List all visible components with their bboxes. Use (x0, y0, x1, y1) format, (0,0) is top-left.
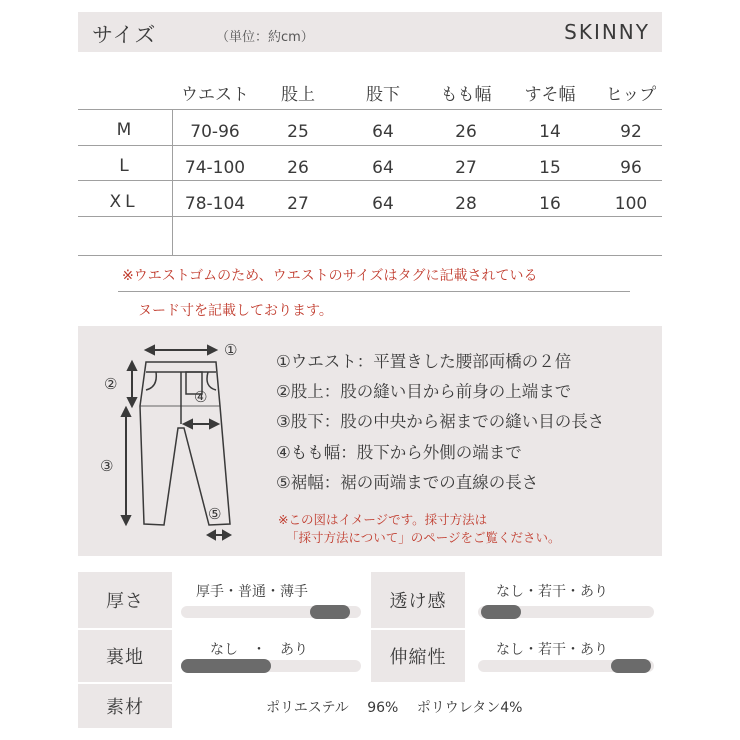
table-cell: 26 (287, 158, 309, 178)
size-label: XL (109, 192, 139, 212)
marker-5: ⑤ (208, 505, 222, 523)
table-cell: 16 (539, 194, 561, 214)
column-header: ヒップ (605, 85, 657, 105)
stretch-options: なし・若干・あり (496, 642, 608, 658)
measurement-diagram (78, 326, 662, 556)
table-divider (78, 180, 662, 181)
marker-1: ① (224, 341, 238, 359)
sheer-label: 透け感 (371, 572, 465, 628)
stretch-indicator (611, 659, 651, 673)
thickness-label: 厚さ (78, 572, 172, 628)
table-cell: 100 (614, 194, 648, 214)
thickness-options: 厚手・普通・薄手 (196, 584, 308, 600)
table-cell: 14 (539, 122, 561, 142)
description-waist: ①ウエスト：平置きした腰部両橋の２倍 (276, 352, 572, 371)
diagram-caution-1: ※この図はイメージです。採寸方法は (278, 512, 488, 527)
diagram-caution-2: 「採寸方法について」のページをご覧ください。 (286, 530, 561, 545)
lining-indicator (181, 659, 271, 673)
table-divider (172, 110, 173, 255)
table-cell: 27 (455, 158, 477, 178)
table-cell: 64 (372, 122, 394, 142)
lining-label: 裏地 (78, 630, 172, 682)
thickness-indicator (310, 605, 350, 619)
table-cell: 64 (372, 194, 394, 214)
table-cell: 15 (539, 158, 561, 178)
material-value: ポリエステル 96% ポリウレタン4% (266, 700, 523, 716)
table-cell: 96 (620, 158, 642, 178)
stretch-label: 伸縮性 (371, 630, 465, 682)
waist-note-line1: ※ウエストゴムのため、ウエストのサイズはタグに記載されている (122, 268, 538, 284)
size-label: L (119, 156, 129, 176)
column-header: 股下 (366, 85, 400, 105)
table-cell: 27 (287, 194, 309, 214)
column-header: 股上 (281, 85, 315, 105)
size-header (78, 12, 662, 52)
marker-3: ③ (100, 457, 114, 475)
column-header: もも幅 (440, 85, 492, 105)
table-divider (78, 255, 662, 256)
table-cell: 28 (455, 194, 477, 214)
note-underline (118, 291, 630, 292)
unit-label: （単位：約cm） (216, 30, 314, 45)
table-cell: 70-96 (190, 122, 240, 142)
table-divider (78, 216, 662, 217)
table-cell: 78-104 (184, 194, 246, 214)
table-divider (78, 145, 662, 146)
attribute-row-lining-stretch (78, 630, 662, 682)
sheer-indicator (481, 605, 521, 619)
table-cell: 25 (287, 122, 309, 142)
description-hem: ⑤裾幅：裾の両端までの直線の長さ (276, 473, 539, 492)
table-cell: 26 (455, 122, 477, 142)
attribute-row-material (78, 684, 662, 728)
marker-4: ④ (194, 388, 208, 406)
column-header: ウエスト (181, 85, 249, 105)
description-thigh: ④もも幅：股下から外側の端まで (276, 443, 522, 462)
table-cell: 92 (620, 122, 642, 142)
table-cell: 64 (372, 158, 394, 178)
table-cell: 74-100 (184, 158, 246, 178)
description-rise: ②股上：股の縫い目から前身の上端まで (276, 382, 572, 401)
waist-note-line2: ヌード寸を記載しております。 (138, 303, 333, 319)
material-label: 素材 (78, 684, 172, 728)
table-divider (78, 109, 662, 110)
marker-2: ② (104, 375, 118, 393)
column-header: すそ幅 (524, 85, 576, 105)
pants-icon (98, 332, 288, 552)
lining-options: なし ・ あり (210, 642, 308, 658)
description-inseam: ③股下：股の中央から裾までの縫い目の長さ (276, 412, 605, 431)
attribute-row-thickness-sheer (78, 572, 662, 628)
size-label: M (116, 120, 132, 140)
sheer-options: なし・若干・あり (496, 584, 608, 600)
style-label: SKINNY (564, 20, 650, 44)
size-table (78, 68, 662, 256)
size-title: サイズ (92, 23, 157, 47)
